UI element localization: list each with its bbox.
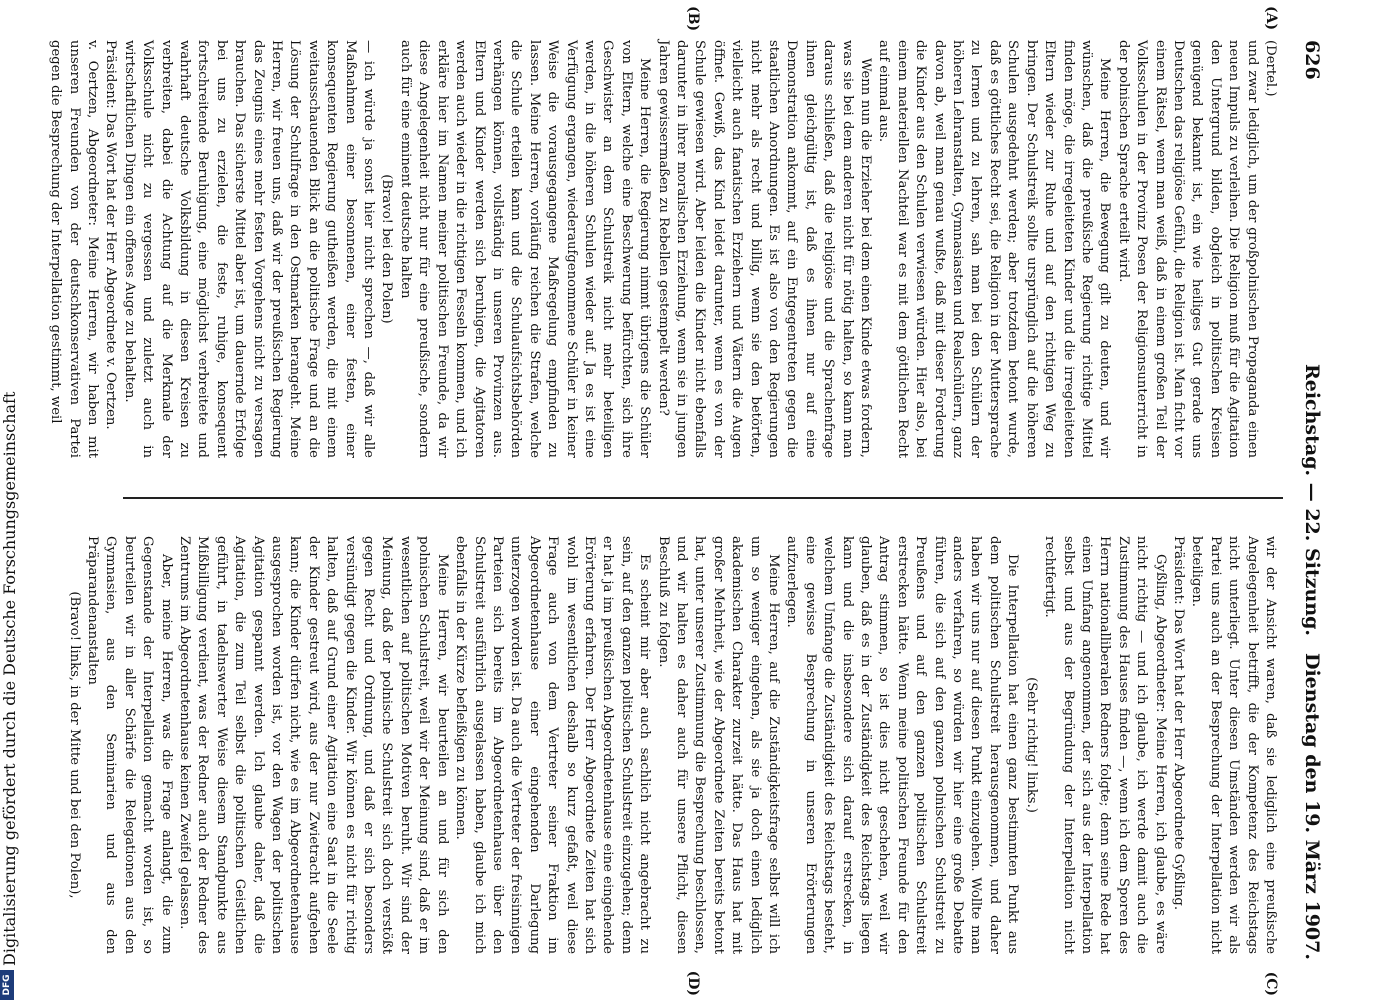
column-divider	[123, 497, 1283, 499]
page-number: 626	[1301, 40, 1323, 80]
paragraph: wir der Ansicht waren, daß sie lediglich eine preußische Angelegenheit betrifft, die der Kompetenz des Reichstags nicht unterliegt. Unter diesen Umständen werden wir als Partei uns auch an der Besprechung der Interpellation nicht beteiligen.	[1189, 536, 1278, 954]
margin-marker-c: (C)	[1263, 971, 1279, 996]
paragraph: Wenn nun die Erzieher bei dem einen Kinde etwas fordern, was sie bei dem anderen nicht für nötig halten, so kann man daraus schließen, daß die religiöse und die Sprachenfrage ihnen gleichgültig ist, daß es ihnen nur auf eine Demonstration ankommt, auf ein Entgegentreten gegen die staatlichen Anordnungen. Es ist also von den Regierungen nicht mehr als recht und billig, wenn sie den betörten, vielleicht auch fanatischen Erziehern und Vätern die Augen öffnet. Gewiß, das Kind leidet darunter, wenn es von der Schule gewiesen wird. Aber leiden die Kinder nicht ebenfalls darunter in ihrer moralischen Erziehung, wenn sie in jungen Jahren gewissermaßen zu Rebellen gestempelt werden?	[655, 40, 874, 458]
paragraph: (Sehr richtig! links.)	[1023, 677, 1039, 813]
right-column	[64, 536, 1279, 954]
margin-marker-a: (A)	[1263, 6, 1279, 31]
margin-marker-b: (B)	[685, 6, 701, 32]
paragraph: v. Oertzen, Abgeordneter: Meine Herren, wir haben mit unseren Freunden von der deutschkonservativen Partei gegen die Besprechung der Interpellation gestimmt, weil	[48, 40, 100, 458]
paragraph: Meine Herren, auf die Zuständigkeitsfrage selbst will ich um so weniger eingehen, als sie ja doch einen lediglich akademischen Charakter zurzeit hätte. Das Haus hat mit großer Mehrheit, wie der Abgeordnete Zeiten bereits betont hat, unter unserer Zustimmung die Besprechung beschlossen, und wir halten es daher auch für unsere Pflicht, diesen Beschluß zu folgen.	[655, 536, 782, 954]
left-column	[48, 40, 1279, 458]
paragraph: (Bravo! bei den Polen)	[379, 174, 395, 324]
footer	[0, 0, 19, 1000]
margin-marker-d: (D)	[685, 970, 701, 996]
paragraph: Es scheint mir aber auch sachlich nicht angebracht zu sein, auf den ganzen politischen Schulstreit einzugehen; denn er hat ja im preußischen Abgeordnetenhause eine eingehende Erörterung erfahren. Der Herr Abgeordnete Zeiten hat sich wohl im wesentlichen deshalb so kurz gefaßt, weil diese Frage auch von dem Vertreter seiner Fraktion im Abgeordnetenhause einer eingehenden Darlegung unterzogen worden ist. Da auch die Vertreter der freisinnigen Parteien sich bereits im Abgeordnetenhause über den Schulstreit ausführlich ausgelassen haben, glaube ich mich ebenfalls in der Kürze befleißigen zu können.	[453, 536, 653, 954]
paragraph: Gyßling, Abgeordneter: Meine Herren, ich glaube, es wäre nicht richtig — und ich glaube, ich werde damit auch die Zustimmung des Hauses finden —, wenn ich dem Sporen des Herrn nationalliberalen Redners folgte; denn seine Rede hat einen Umfang angenommen, der sich aus der Interpellation selbst und aus der Begründung der Interpellation nicht rechtfertigt.	[1042, 536, 1168, 954]
paragraph: Präsident: Das Wort hat der Herr Abgeordnete Gyßling.	[1170, 536, 1186, 911]
session-title: Reichstag. — 22. Sitzung.	[1301, 363, 1323, 637]
paragraph: Die Interpellation hat einen ganz bestimmten Punkt aus dem politischen Schulstreit herausgenommen, und daher haben wir uns nur auf diesen Punkt einzugehen. Wollte man anders verfahren, so würden wir hier eine große Debatte führen, die sich auf den ganzen polnischen Schulstreit zu Preußens und auf den ganzen politischen Schulstreit erstrecken hätte. Wenn meine politischen Freunde für den Antrag stimmen, so ist dies nicht geschehen, weil wir glauben, daß es in der Zuständigkeit des Reichstags liegen kann und die insbesondere sich darauf erstrecken, in welchem Umfange die Zuständigkeit des Reichstags besteht, eine gewisse Besprechung in unseren Erörterungen aufzuerlegen.	[784, 536, 1021, 954]
paragraph: Präsident: Das Wort hat der Herr Abgeordnete v. Oertzen.	[103, 40, 119, 430]
scanned-page	[41, 0, 1341, 1000]
paragraph: und zwar lediglich, um der großpolnischen Propaganda einen neuen Impuls zu verleihen. Die Religion muß für die Agitation den Untergrund bilden, obgleich in politischen Kreisen genügend bekannt ist, ein wie heiliges Gut gerade uns Deutschen das religiöse Gefühl, die Religion ist. Man ficht vor einem Rätsel, wenn man weiß, daß in einem großen Teil der Volksschulen in der Provinz Posen der Religionsunterricht in der polnischen Sprache erteilt wird.	[1115, 40, 1260, 458]
page-header	[1297, 40, 1323, 960]
paragraph: Aber, meine Herren, was die Frage anlangt, die zum Gegenstande der Interpellation gemacht worden ist, so beurteilen wir in aller Schärfe die Relegationen aus den Gymnasien, aus den Seminarien und aus den Präparandenanstalten	[85, 536, 174, 954]
paragraph: (Dertel.)	[1263, 40, 1278, 97]
paragraph: Meine Herren, die Regierung nimmt übrigens die Schüler von Eltern, welche eine Beschwerung befürchten, sich ihre Geschwister an dem Schulstreik nicht mehr beteiligen werden, in die höheren Schulen wieder auf. Ja es ist eine Verfügung ergangen, wiederaufgenommene Schüler in keiner Weise die vorausgegangene Maßregelung empfinden zu lassen. Meine Herren, vorläufig reichen die Strafen, welche die Schule erteilen kann und die Schulaufsichtsbehörden verhängen können, vollständig in unseren Provinzen aus. Eltern und Kinder werden sich beruhigen, die Agitatoren werden auch wieder in die richtigen Fesseln kommen, und ich erkläre hier im Namen meiner politischen Freunde, da wir diese Angelegenheit nicht nur für eine preußische, sondern auch für eine eminent deutsche halten	[397, 40, 653, 458]
paragraph: Meine Herren, wir beurteilen an und für sich den polnischen Schulstreit, weil wir der Meinung sind, daß er im wesentlichen auf politischen Motiven beruht. Wir sind der Meinung, daß der polnische Schulstreit sich doch verstößt gegen Recht und Ordnung, und daß er sich besonders versündigt gegen die Kinder. Wir können es nicht für richtig halten, daß auf Grund einer Agitation eine Saat in die Seele der Kinder gestreut wird, aus der nur Zwietracht aufgehen kann; die Kinder dürfen nicht, wie es im Abgeordnetenhause ausgesprochen worden ist, vor den Wagen der politischen Agitation gespannt werden. Ich glaube daher, daß die Agitation, die zum Teil selbst die politischen Geistlichen geführt, in tadelnswerter Weise diesem Standpunkte aus Mißbilligung verdient, was der Redner auch der Redner des Zentrums im Abgeordnetenhause keinen Zweifel gelassen.	[177, 536, 450, 954]
paragraph: Meine Herren, die Bewegung gilt zu deuten, und wir wünschen, daß die preußische Regierung richtige Mittel finden möge, die irregeleiteten Kinder und die irregeleiteten Eltern wieder zur Ruhe und auf den richtigen Weg zu bringen. Der Schulstreik sollte ursprünglich auf die höheren Schulen ausgedehnt werden; aber trotzdem betont wurde, daß es göttliches Recht sei, die Religion in der Muttersprache zu lernen und zu lehren, sah man bei den Schülern der höheren Lehranstalten, Gymnasiasten und Realschülern, ganz davon ab, weil man genau wußte, daß mit dieser Forderung die Kinder aus den Schulen verwiesen würden. Hier also, bei einem materiellen Nachteil war es mit dem göttlichen Recht auf einmal aus.	[876, 40, 1113, 458]
paragraph: (Bravo! links, in der Mitte und bei den Polen),	[66, 591, 82, 899]
paragraph: — ich würde ja sonst hier nicht sprechen —, daß wir alle Maßnahmen einer besonnenen, einer festen, einer konsequenten Regierung gutheißen werden, die mit einem weitausschauenden Blick an die politische Frage und an die Lösung der Schulfrage in den Ostmarken herangeht. Meine Herren, wir freuen uns, daß wir der preußischen Regierung das Zeugnis eines mehr festen Vorgehens nicht zu versagen brauchen. Das sicherste Mittel aber ist, um dauernde Erfolge bei uns zu erzielen, die feste, ruhige, konsequent fortschreitende Beruhigung, eine möglichst verbreitete und wahrhaft deutsche Volksbildung in diesen Kreisen zu verbreiten, dabei die Achtung auf die Merkmale der Volksschule nicht zu vergessen und zuletzt auch in wirtschaftlichen Dingen ein offenes Auge zu behalten.	[121, 40, 377, 458]
session-date: Dienstag den 19. März 1907.	[1301, 652, 1323, 960]
dfg-logo: DFG	[0, 970, 14, 1000]
footer-credit: Digitalisierung gefördert durch die Deutsche Forschungsgemeinschaft	[0, 391, 19, 966]
